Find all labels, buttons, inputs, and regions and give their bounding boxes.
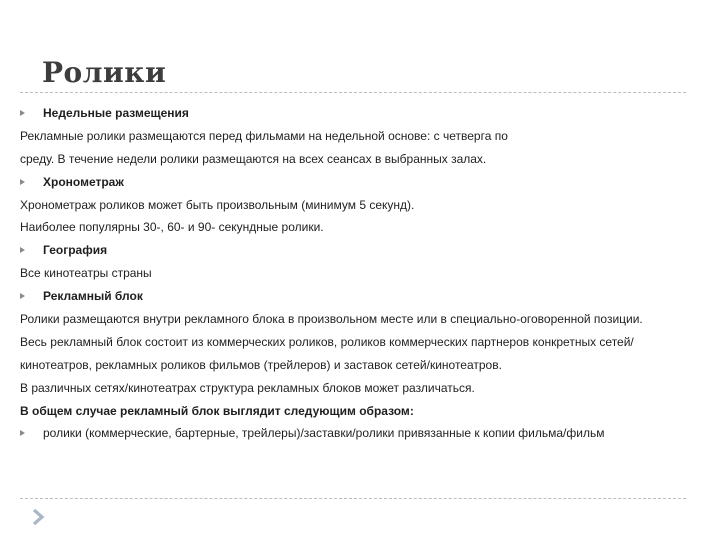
bullet-heading-duration <box>20 171 710 194</box>
title-divider <box>20 92 686 93</box>
slide-content <box>20 102 710 445</box>
body-line: Весь рекламный блок состоит из коммерческих роликов, роликов коммерческих партнеров конкретных сетей/ <box>20 334 634 349</box>
body-line: среду. В течение недели ролики размещаются на всех сеансах в выбранных залах. <box>20 151 487 166</box>
body-line: Наиболее популярны 30-, 60- и 90- секундные ролики. <box>20 220 324 235</box>
bullet-heading-weekly <box>20 102 710 125</box>
bullet-item-text: ролики (коммерческие, бартерные, трейлеры)/заставки/ролики привязанные к копии фильма/фильм <box>43 426 605 441</box>
bullet-heading-text: География <box>43 243 108 258</box>
bullet-heading-ad-block <box>20 285 710 308</box>
body-line: кинотеатров, рекламных роликов фильмов (трейлеров) и заставок сетей/кинотеатров. <box>20 357 502 372</box>
bullet-heading-text: Недельные размещения <box>43 106 189 120</box>
triangle-bullet-icon <box>20 293 25 299</box>
body-line: Все кинотеатры страны <box>20 266 152 281</box>
bullet-heading-text: Хронометраж <box>43 174 124 189</box>
body-line-bold: В общем случае рекламный блок выглядит следующим образом: <box>20 403 414 418</box>
nav-chevron-icon[interactable] <box>27 506 49 528</box>
slide-title: Ролики <box>42 56 167 89</box>
bullet-item-sequence <box>20 422 710 445</box>
triangle-bullet-icon <box>20 179 25 185</box>
bullet-heading-geography <box>20 239 710 262</box>
bullet-heading-text: Рекламный блок <box>43 289 143 304</box>
body-line: Рекламные ролики размещаются перед фильмами на недельной основе: с четверга по <box>20 128 508 143</box>
body-line: В различных сетях/кинотеатрах структура рекламных блоков может различаться. <box>20 380 475 395</box>
body-line: Хронометраж роликов может быть произвольным (минимум 5 секунд). <box>20 197 415 212</box>
footer-divider <box>20 498 686 499</box>
triangle-bullet-icon <box>20 430 25 436</box>
triangle-bullet-icon <box>20 110 25 116</box>
body-line: Ролики размещаются внутри рекламного блока в произвольном месте или в специально-оговоренной позиции. <box>20 312 643 327</box>
triangle-bullet-icon <box>20 247 25 253</box>
